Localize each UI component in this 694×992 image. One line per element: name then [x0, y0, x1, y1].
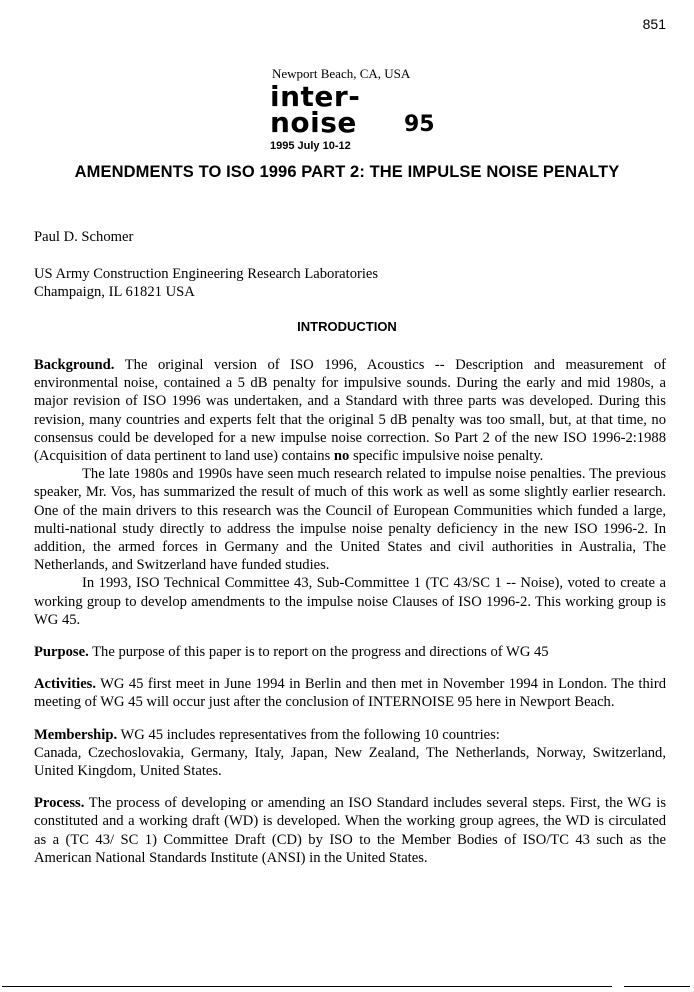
conference-year: 95: [404, 112, 435, 137]
paragraph-background: [34, 356, 666, 465]
page-number: 851: [642, 16, 666, 32]
run-in-heading: Purpose.: [34, 644, 89, 661]
paragraph: The late 1980s and 1990s have seen much research related to impulse noise penalties. The previous speaker, Mr. Vos, has summarized the result of much of this work as well as some slightly earlier research. One of the main drivers to this research was the Council of European Communities which funded a large, multi-national study directly to address the impulse noise penalty deficiency in the new ISO 1996-2. In addition, the armed forces in Germany and the United States and civil authorities in Australia, The Netherlands, and Switzerland have funded studies.: [34, 466, 666, 574]
author-affiliation: [34, 265, 666, 301]
paragraph-text: specific impulsive noise penalty.: [349, 448, 544, 465]
paragraph-text: The process of developing or amending an ISO Standard includes several steps. First, the WG is constituted and a working draft (WD) is developed. When the working group agrees, the WD is circulated as a (TC 43/ SC 1) Committee Draft (CD) by ISO to the Member Bodies of ISO/TC 43 such as the American National Standards Institute (ANSI) in the United States.: [34, 795, 666, 866]
conference-name: inter-noise: [270, 80, 361, 139]
paragraph: Canada, Czechoslovakia, Germany, Italy, Japan, New Zealand, The Netherlands, Norway, Switzerland, United Kingdom, United States.: [34, 744, 666, 780]
paragraph-text: The original version of ISO 1996, Acoustics -- Description and measurement of environmental noise, contained a 5 dB penalty for impulsive sounds. During the early and mid 1980s, a major revision of ISO 1996 was undertaken, and a Standard with three parts was developed. During this revision, many countries and experts felt that the original 5 dB penalty was too small, but, at that time, no consensus could be developed for a new impulse noise correction. So Part 2 of the new ISO 1996-2:1988 (Acquisition of data pertinent to land use) contains: [34, 357, 666, 465]
run-in-heading: Background.: [34, 357, 115, 373]
paragraph-purpose: [34, 643, 666, 661]
paragraph-text: WG 45 includes representatives from the following 10 countries:: [117, 726, 500, 743]
conference-logo: [270, 66, 440, 152]
paper-body: [34, 356, 666, 867]
paragraph-text: WG 45 first meet in June 1994 in Berlin and then met in November 1994 in London. The third meeting of WG 45 will occur just after the conclusion of INTERNOISE 95 here in Newport Beach.: [34, 676, 666, 711]
paragraph-activities: [34, 675, 666, 711]
section-heading: INTRODUCTION: [297, 319, 397, 334]
run-in-heading: Process.: [34, 795, 85, 812]
author-name: Paul D. Schomer: [34, 229, 134, 245]
paper-title: AMENDMENTS TO ISO 1996 PART 2: THE IMPULSE NOISE PENALTY: [74, 163, 620, 181]
bottom-rule: [2, 986, 612, 987]
affiliation-line: Champaign, IL 61821 USA: [34, 284, 195, 301]
run-in-heading: Activities.: [34, 676, 97, 693]
paragraph-text: The purpose of this paper is to report on the progress and directions of WG 45: [88, 644, 549, 661]
run-in-heading: Membership.: [34, 726, 118, 743]
conference-location: Newport Beach, CA, USA: [272, 66, 411, 81]
affiliation-line: US Army Construction Engineering Research Laboratories: [34, 266, 379, 282]
paragraph: In 1993, ISO Technical Committee 43, Sub-Committee 1 (TC 43/SC 1 -- Noise), voted to create a working group to develop amendments to the impulse noise Clauses of ISO 1996-2. This working group is WG 45.: [34, 575, 666, 628]
emphasis: no: [333, 448, 350, 465]
bottom-rule: [624, 986, 690, 987]
paragraph-membership: [34, 726, 666, 744]
conference-dates: 1995 July 10-12: [270, 140, 351, 152]
paragraph-process: [34, 794, 666, 867]
